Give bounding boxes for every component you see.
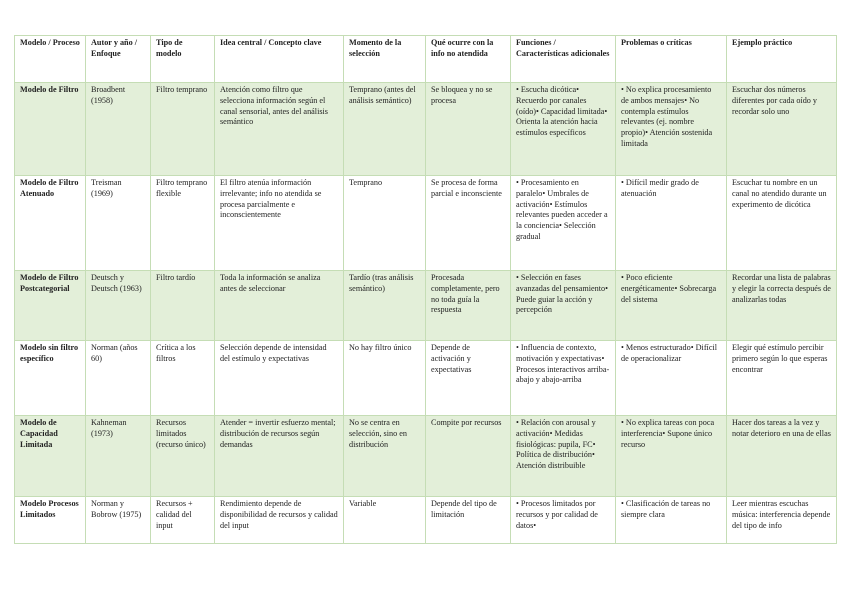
- header-row: [15, 36, 837, 83]
- problems-cell: • Difícil medir grado de atenuación: [616, 176, 727, 271]
- functions-cell: • Procesos limitados por recursos y por calidad de datos•: [511, 497, 616, 544]
- author-cell: Treisman (1969): [86, 176, 151, 271]
- example-cell: Escuchar dos números diferentes por cada oído y recordar solo uno: [727, 83, 837, 176]
- table-row: [15, 271, 837, 341]
- model-type-cell: Recursos limitados (recurso único): [151, 416, 215, 497]
- functions-cell: • Procesamiento en paralelo• Umbrales de activación• Estímulos relevantes pueden acceder a la conciencia• Selección gradual: [511, 176, 616, 271]
- model-type-cell: Filtro temprano: [151, 83, 215, 176]
- selection-moment-cell: No hay filtro único: [344, 341, 426, 416]
- problems-cell: • Clasificación de tareas no siempre clara: [616, 497, 727, 544]
- unattended-info-cell: Se procesa de forma parcial e inconsciente: [426, 176, 511, 271]
- functions-cell: • Influencia de contexto, motivación y expectativas• Procesos interactivos arriba-abajo y abajo-arriba: [511, 341, 616, 416]
- problems-cell: • No explica tareas con poca interferencia• Supone único recurso: [616, 416, 727, 497]
- example-cell: Elegir qué estímulo percibir primero según lo que esperas encontrar: [727, 341, 837, 416]
- model-type-cell: Filtro temprano flexible: [151, 176, 215, 271]
- example-cell: Leer mientras escuchas música: interferencia depende del tipo de info: [727, 497, 837, 544]
- header-cell: Tipo de modelo: [151, 36, 215, 83]
- unattended-info-cell: Compite por recursos: [426, 416, 511, 497]
- selection-moment-cell: Temprano: [344, 176, 426, 271]
- selection-moment-cell: Tardío (tras análisis semántico): [344, 271, 426, 341]
- unattended-info-cell: Depende de activación y expectativas: [426, 341, 511, 416]
- central-idea-cell: Toda la información se analiza antes de seleccionar: [215, 271, 344, 341]
- unattended-info-cell: Procesada completamente, pero no toda guía la respuesta: [426, 271, 511, 341]
- example-cell: Recordar una lista de palabras y elegir la correcta después de analizarlas todas: [727, 271, 837, 341]
- model-type-cell: Recursos + calidad del input: [151, 497, 215, 544]
- header-cell: Ejemplo práctico: [727, 36, 837, 83]
- author-cell: Broadbent (1958): [86, 83, 151, 176]
- header-cell: Funciones / Características adicionales: [511, 36, 616, 83]
- author-cell: Deutsch y Deutsch (1963): [86, 271, 151, 341]
- selection-moment-cell: No se centra en selección, sino en distribución: [344, 416, 426, 497]
- table-row: [15, 83, 837, 176]
- problems-cell: • Menos estructurado• Difícil de operacionalizar: [616, 341, 727, 416]
- header-cell: Momento de la selección: [344, 36, 426, 83]
- model-type-cell: Filtro tardío: [151, 271, 215, 341]
- author-cell: Kahneman (1973): [86, 416, 151, 497]
- attention-models-table: [14, 35, 837, 544]
- central-idea-cell: Rendimiento depende de disponibilidad de recursos y calidad del input: [215, 497, 344, 544]
- model-name-cell: Modelo Procesos Limitados: [15, 497, 86, 544]
- central-idea-cell: Selección depende de intensidad del estímulo y expectativas: [215, 341, 344, 416]
- selection-moment-cell: Temprano (antes del análisis semántico): [344, 83, 426, 176]
- problems-cell: • No explica procesamiento de ambos mensajes• No contempla estímulos relevantes (ej. nombre propio)• Atención sostenida limitada: [616, 83, 727, 176]
- header-cell: Idea central / Concepto clave: [215, 36, 344, 83]
- selection-moment-cell: Variable: [344, 497, 426, 544]
- central-idea-cell: Atender = invertir esfuerzo mental; distribución de recursos según demandas: [215, 416, 344, 497]
- header-cell: Qué ocurre con la info no atendida: [426, 36, 511, 83]
- model-type-cell: Crítica a los filtros: [151, 341, 215, 416]
- model-name-cell: Modelo de Filtro: [15, 83, 86, 176]
- unattended-info-cell: Se bloquea y no se procesa: [426, 83, 511, 176]
- author-cell: Norman y Bobrow (1975): [86, 497, 151, 544]
- model-name-cell: Modelo de Filtro Postcategorial: [15, 271, 86, 341]
- author-cell: Norman (años 60): [86, 341, 151, 416]
- header-cell: Autor y año / Enfoque: [86, 36, 151, 83]
- model-name-cell: Modelo de Capacidad Limitada: [15, 416, 86, 497]
- example-cell: Hacer dos tareas a la vez y notar deterioro en una de ellas: [727, 416, 837, 497]
- functions-cell: • Relación con arousal y activación• Medidas fisiológicas: pupila, FC• Política de distribución• Atención distribuible: [511, 416, 616, 497]
- table-row: [15, 416, 837, 497]
- table-row: [15, 176, 837, 271]
- problems-cell: • Poco eficiente energéticamente• Sobrecarga del sistema: [616, 271, 727, 341]
- functions-cell: • Selección en fases avanzadas del pensamiento• Puede guiar la acción y percepción: [511, 271, 616, 341]
- header-cell: Modelo / Proceso: [15, 36, 86, 83]
- central-idea-cell: Atención como filtro que selecciona información según el canal sensorial, antes del análisis semántico: [215, 83, 344, 176]
- header-cell: Problemas o críticas: [616, 36, 727, 83]
- table-row: [15, 341, 837, 416]
- model-name-cell: Modelo de Filtro Atenuado: [15, 176, 86, 271]
- unattended-info-cell: Depende del tipo de limitación: [426, 497, 511, 544]
- functions-cell: • Escucha dicótica• Recuerdo por canales (oído)• Capacidad limitada• Orienta la atención hacia estímulos específicos: [511, 83, 616, 176]
- table-row: [15, 497, 837, 544]
- central-idea-cell: El filtro atenúa información irrelevante; info no atendida se procesa parcialmente e inconscientemente: [215, 176, 344, 271]
- model-name-cell: Modelo sin filtro específico: [15, 341, 86, 416]
- example-cell: Escuchar tu nombre en un canal no atendido durante un experimento de dicótica: [727, 176, 837, 271]
